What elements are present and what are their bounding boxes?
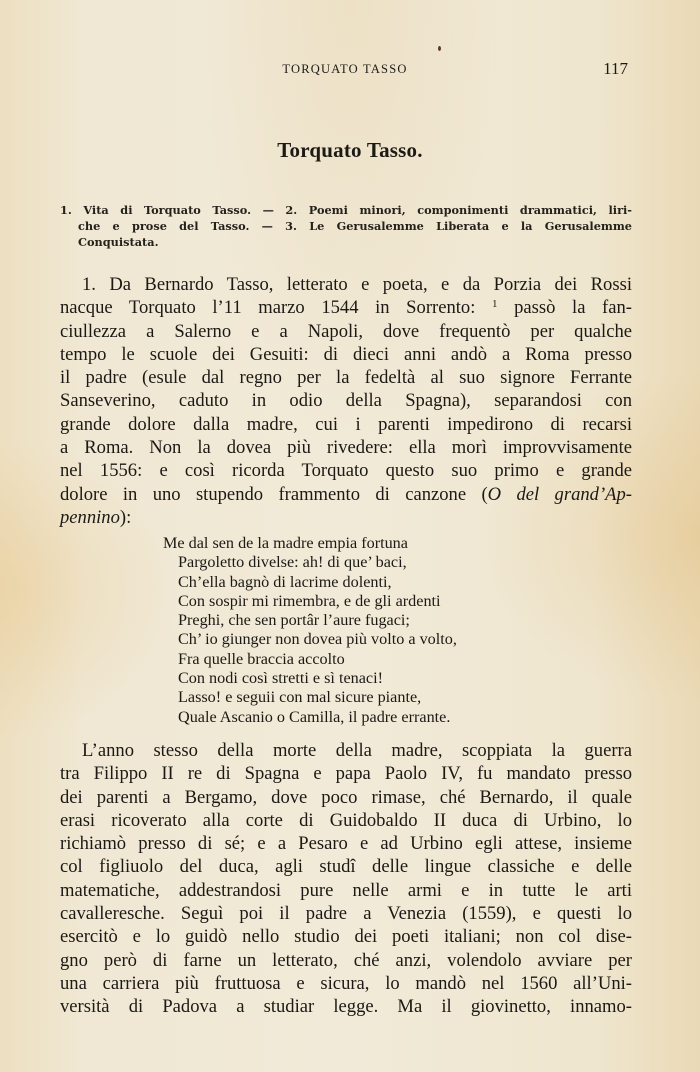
text-line: esercitò e lo guidò nello studio dei poeti italiani; non col dise- [60,926,632,948]
text-line: gno però di farne un letterato, ché anzi, volendolo avviare per [60,949,632,971]
verse-line: Ch’ella bagnò di lacrime dolenti, [178,572,392,591]
text-line: a Roma. Non la dovea più rivedere: ella morì improvvisamente [60,437,632,459]
text-line: cavalleresche. Seguì poi il padre a Venezia (1559), e questi lo [60,903,632,925]
verse-line: Preghi, che sen portâr l’aure fugaci; [178,611,410,630]
summary-line: 1. Vita di Torquato Tasso. — 2. Poemi minori, componimenti drammatici, liri- [60,203,632,217]
text-line: erasi ricoverato alla corte di Guidobaldo II duca di Urbino, lo [60,809,632,831]
text-line: grande dolore dalla madre, cui i parenti impedirono di recarsi [60,413,632,435]
text-segment: nacque Torquato l’11 marzo 1544 in Sorrento: [60,297,476,319]
page-number: 117 [603,59,628,78]
verse-line: Lasso! e seguii con mal sicure piante, [178,688,422,707]
text-line: L’anno stesso della morte della madre, scoppiata la guerra [82,740,632,761]
text-line: richiamò presso di sé; e a Pesaro e ad Urbino egli attese, insieme [60,833,632,855]
chapter-summary [60,202,632,250]
text-line: matematiche, addestrandosi pure nelle armi e in tutte le arti [60,879,632,901]
verse-line: Pargoletto divelse: ah! di que’ baci, [178,553,407,572]
text-line [60,296,632,319]
text-segment: dolore in uno stupendo frammento di canzone ( [60,483,488,505]
running-head [60,60,630,80]
text-segment: ): [119,506,132,528]
text-line: col figliuolo del duca, agli studî delle lingue classiche e delle [60,856,632,878]
italic-title: pennino [60,506,120,528]
running-title: TORQUATO TASSO [282,62,408,76]
text-line: ciullezza a Salerno e a Napoli, dove frequentò per qualche [60,320,632,342]
text-line [60,483,632,506]
verse-line: Con nodi così stretti e sì tenaci! [178,669,383,688]
paragraph-2 [60,739,632,1019]
italic-title: O del grand’Ap- [487,483,633,505]
text-line: il padre (esule dal regno per la fedeltà al suo signore Ferrante [60,367,632,389]
ink-spot [438,46,441,51]
verse-line: Ch’ io giunger non dovea più volto a volto, [178,630,457,649]
summary-line: che e prose del Tasso. — 3. Le Gerusalemme Liberata e la Gerusalemme [78,219,632,233]
text-line [60,506,632,529]
summary-line: Conquistata. [78,235,159,249]
text-line: Sanseverino, caduto in odio della Spagna), separandosi con [60,390,632,412]
verse-line: Quale Ascanio o Camilla, il padre errante. [178,707,451,726]
text-line: nel 1556: e così ricorda Torquato questo suo primo e grande [60,460,632,482]
footnote-marker[interactable]: 1 [492,298,498,311]
chapter-title: Torquato Tasso. [277,138,423,162]
paragraph-1 [60,273,632,529]
verse-line: Con sospir mi rimembra, e de gli ardenti [178,591,441,610]
text-line: 1. Da Bernardo Tasso, letterato e poeta, e da Porzia dei Rossi [82,274,632,295]
text-line: versità di Padova a studiar legge. Ma il giovinetto, innamo- [60,996,632,1018]
verse-line: Me dal sen de la madre empia fortuna [163,534,408,552]
text-line: tra Filippo II re di Spagna e papa Paolo IV, fu mandato presso [60,763,632,785]
verse-quotation [163,534,457,727]
verse-line: Fra quelle braccia accolto [178,649,345,668]
text-segment: passò la fan- [514,297,632,319]
text-line: dei parenti a Bergamo, dove poco rimase, ché Bernardo, il quale [60,786,632,808]
text-line: una carriera più fruttuosa e sicura, lo mandò nel 1560 all’Uni- [60,972,632,994]
text-line: tempo le scuole dei Gesuiti: di dieci anni andò a Roma presso [60,343,632,365]
